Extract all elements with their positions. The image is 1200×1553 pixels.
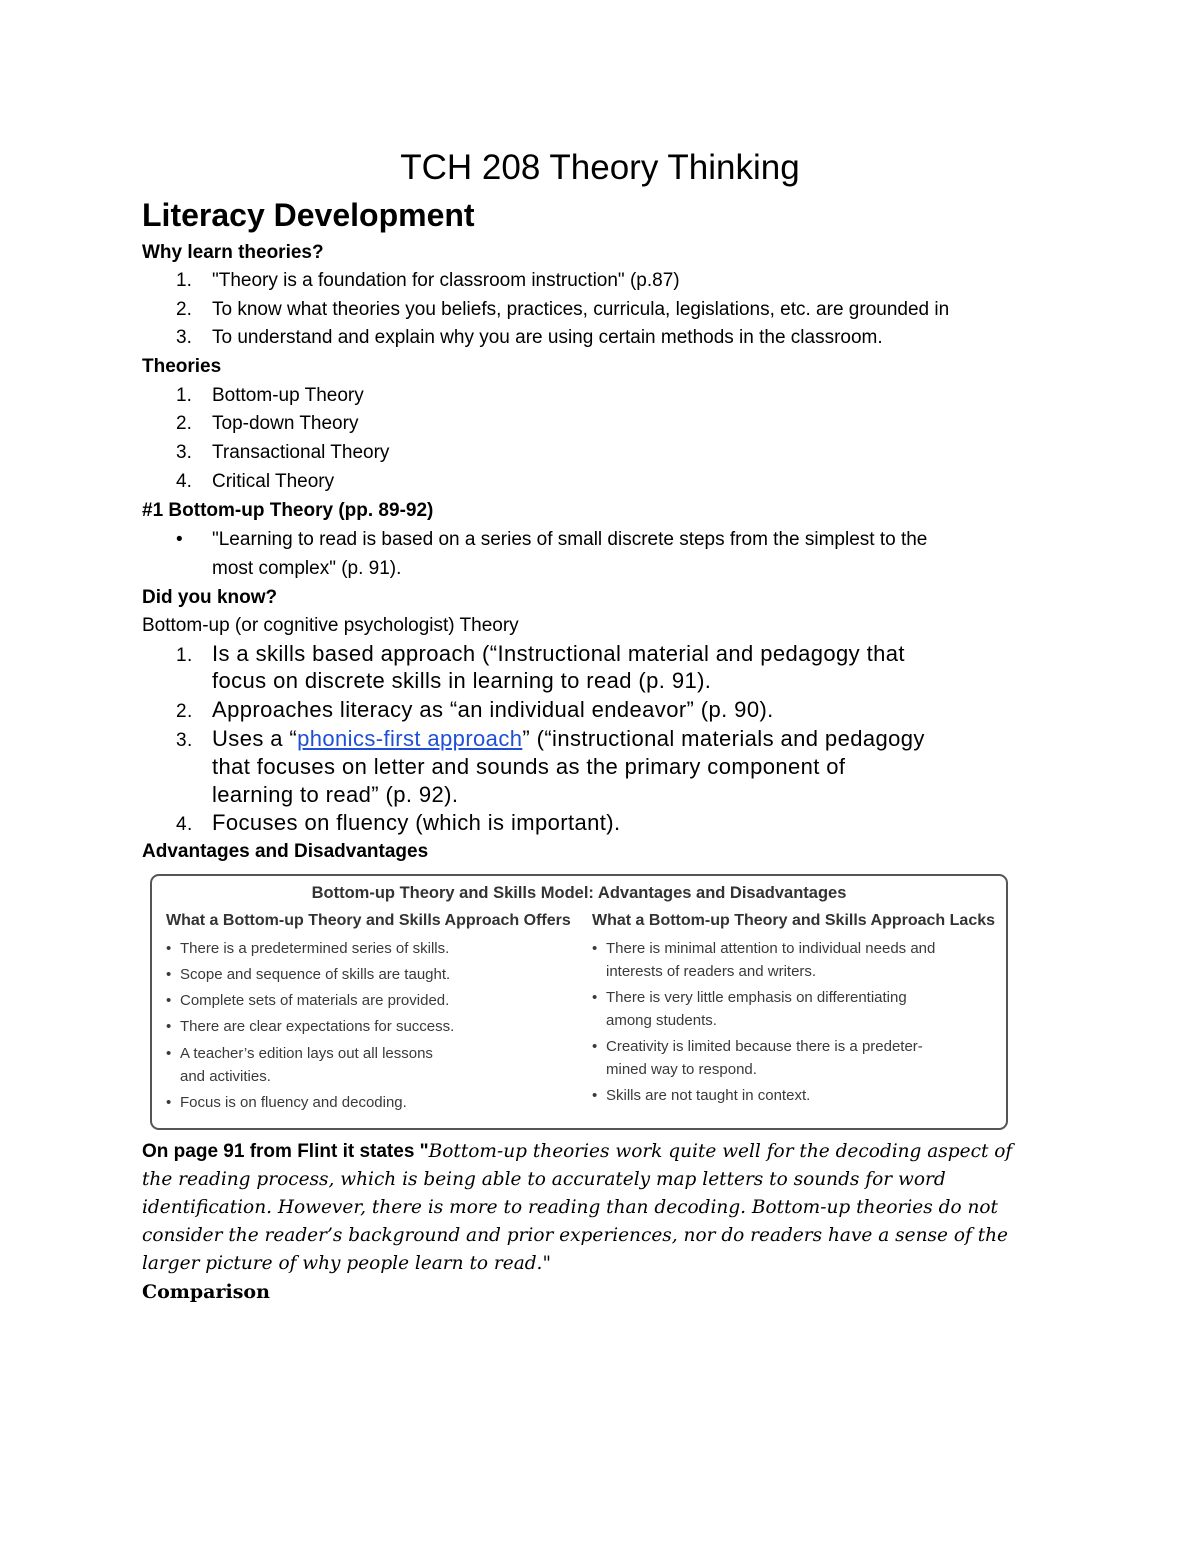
list-item: 3. To understand and explain why you are using certain methods in the classroom. [176,327,883,348]
document-title: TCH 208 Theory Thinking [400,148,800,187]
advantages-disadvantages-figure: Bottom-up Theory and Skills Model: Advantages and Disadvantages What a Bottom-up Theory and Skills Approach Offers What a Bottom-up Theory and Skills Approach Lacks • There is a predetermined series of skills. • Scope and sequence of skills are taught. • Complete sets of materials are provided. • There are clear expectations for success. • A teacher’s edition lays out all lessons and activities. • Focus is on fluency and decoding. • There is minimal attention to individual needs and interests of readers and writers. • There is very little emphasis on differentiating among students. • Creativity is limited because there is a predeter- mined way to respond. • Skills are not taught in context. [150,874,1008,1130]
figure-title: Bottom-up Theory and Skills Model: Advantages and Disadvantages [311,884,847,902]
bullet-quote: • "Learning to read is based on a series of small discrete steps from the simplest to the [176,526,927,554]
list-item: 2. To know what theories you beliefs, practices, curricula, legislations, etc. are grounded in [176,299,950,320]
quote-text: identification. However, there is more to reading than decoding. Bottom-up theories do not [142,1197,998,1218]
quote-close: " [542,1253,551,1274]
bullet-icon: • [176,529,183,550]
subtitle-bottom-up: Bottom-up (or cognitive psychologist) Theory [142,615,519,636]
quote-lead: On page 91 from Flint it states " [142,1141,429,1162]
list-item: 2. Top-down Theory [176,413,359,434]
advantages-heading: Advantages and Disadvantages [142,841,429,862]
quote-text: consider the reader’s background and prior experiences, nor do readers have a sense of the [142,1225,1008,1246]
did-you-know-heading: Did you know? [142,587,278,608]
bottom-up-heading: #1 Bottom-up Theory (pp. 89-92) [142,500,434,521]
flint-quote-paragraph [142,1138,1062,1278]
why-learn-heading: Why learn theories? [142,242,324,263]
comparison-heading: Comparison [142,1281,270,1303]
quote-text: Bottom-up theories work quite well for the decoding aspect of [428,1141,1013,1162]
theories-heading: Theories [142,356,222,377]
list-item: 3. Transactional Theory [176,442,390,463]
quote-text: the reading process, which is being able to accurately map letters to sounds for word [142,1169,946,1190]
document-page: TCH 208 Theory Thinking Literacy Development Why learn theories? 1. "Theory is a foundation for classroom instruction" (p.87) 2. To know what theories you beliefs, practices, curricula, legislations, etc. are grounded in 3. To understand and explain why you are using certain methods in the classroom. Theories 1. Bottom-up Theory 2. Top-down Theory 3. Transactional Theory 4. Critical Theory #1 Bottom-up Theory (pp. 89-92) • "Learning to read is based on a series of small discrete steps from the simplest to the most complex" (p. 91). Did you know? Bottom-up (or cognitive psychologist) Theory 1. Is a skills based approach (“Instructional material and pedagogy that focus on discrete skills in learning to read (p. 91). 2. Approaches literacy as “an individual endeavor” (p. 90). 3. Uses a “phonics-first approach” (“instructional materials and pedagogy that focuses on letter and sounds as the primary component of learning to read” (p. 92). 4. Focuses on fluency (which is important). Advantages and Disadvantages Bottom-up Theory and Skills Model: Advantages and Disadvantages What a Bottom-up Theory and Skills Approach Offers What a Bottom-up Theory and Skills Approach Lacks • There is a predetermined series of skills. • Scope and sequence of skills are taught. • Complete sets of materials are provided. • There are clear expectations for success. • A teacher’s edition lays out all lessons and activities. • Focus is on fluency and decoding. • There is minimal attention to individual needs and interests of readers and writers. • There is very little emphasis on differentiating among students. • Creativity is limited because there is a predeter- mined way to respond. • Skills are not taught in context. On page 91 from Flint it states "Bottom-up theories work quite well for the decoding aspect of the reading process, which is being able to accurately map letters to sounds for word identification. However, there is more to reading than decoding. Bottom-up theories do not consider the reader’s background and prior experiences, nor do readers have a sense of the larger picture of why people learn to read." Comparison [0,0,1200,1553]
figure-right-heading: What a Bottom-up Theory and Skills Approach Lacks [592,912,996,929]
list-item: 1. Bottom-up Theory [176,385,364,406]
list-item: 4. Critical Theory [176,471,335,492]
phonics-first-approach-link[interactable]: phonics-first approach [297,726,523,751]
list-item: 1. "Theory is a foundation for classroom instruction" (p.87) [176,270,680,291]
quote-text: larger picture of why people learn to read. [142,1253,543,1274]
bullet-quote-continued: most complex" (p. 91). [212,558,402,579]
section-heading-literacy-development: Literacy Development [142,197,475,233]
figure-left-heading: What a Bottom-up Theory and Skills Approach Offers [166,912,571,929]
